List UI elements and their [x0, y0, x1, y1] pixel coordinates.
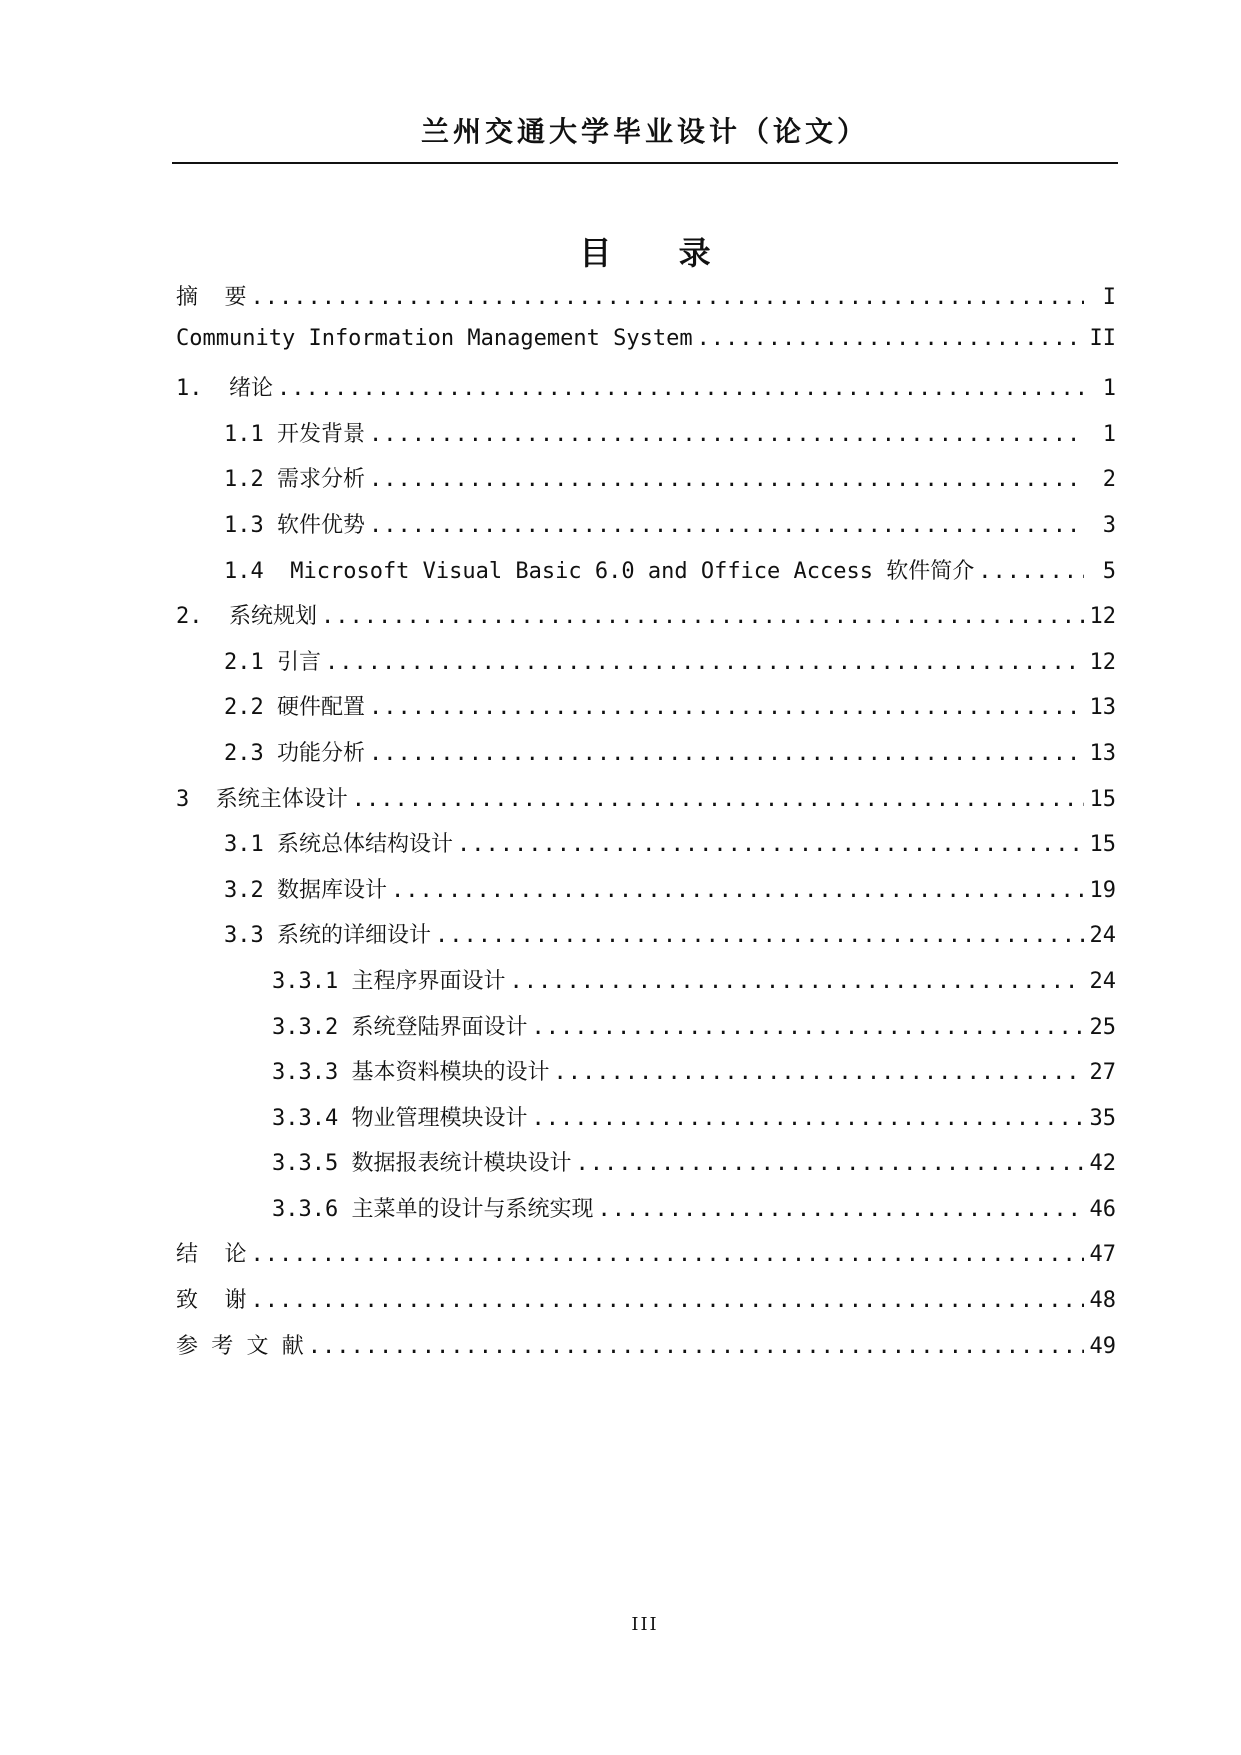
toc-entry[interactable] — [176, 462, 1116, 508]
toc-entry-page: II — [1089, 325, 1116, 351]
toc-entry-page: 48 — [1089, 1288, 1116, 1314]
toc-entry-page: 1 — [1102, 421, 1116, 447]
toc-entry[interactable] — [176, 1192, 1116, 1238]
toc-entry-page: 12 — [1089, 649, 1116, 675]
document-header-title: 兰州交通大学毕业设计（论文） — [420, 115, 869, 148]
toc-entry[interactable] — [176, 782, 1116, 828]
toc-entry-page: 49 — [1089, 1333, 1116, 1359]
toc-entry[interactable] — [176, 690, 1116, 736]
toc-entry-page: 12 — [1089, 604, 1116, 630]
toc-entry[interactable] — [176, 1146, 1116, 1192]
toc-leader-dots — [369, 741, 1084, 766]
toc-entry-label: 3.3.6 主菜单的设计与系统实现 — [272, 1196, 594, 1222]
toc-entry-page: 5 — [1102, 558, 1116, 584]
toc-entry-page: 15 — [1089, 786, 1116, 812]
toc-leader-dots — [369, 467, 1084, 492]
toc-leader-dots — [697, 326, 1084, 351]
toc-entry-label: 1.4 Microsoft Visual Basic 6.0 and Office Access 软件简介 — [224, 558, 975, 584]
toc-entry[interactable] — [176, 371, 1116, 417]
header-divider — [172, 162, 1118, 164]
toc-entry-label: 3.3.4 物业管理模块设计 — [272, 1105, 528, 1131]
toc-entry-label: 2. 系统规划 — [176, 604, 317, 630]
toc-entry[interactable] — [176, 1283, 1116, 1329]
toc-entry[interactable] — [176, 417, 1116, 463]
toc-entry-label: Community Information Management System — [176, 325, 693, 351]
toc-entry-page: 46 — [1089, 1196, 1116, 1222]
toc-entry-label: 3.3 系统的详细设计 — [224, 923, 431, 949]
toc-entry[interactable] — [176, 508, 1116, 554]
toc-entry-page: 25 — [1089, 1014, 1116, 1040]
page-number: III — [631, 1614, 659, 1635]
toc-entry-page: 24 — [1089, 923, 1116, 949]
toc-entry[interactable] — [176, 280, 1116, 326]
toc-entry[interactable] — [176, 1237, 1116, 1283]
toc-entry-label: 参 考 文 献 — [176, 1333, 304, 1359]
toc-entry[interactable] — [176, 736, 1116, 782]
toc-entry-page: 35 — [1089, 1105, 1116, 1131]
toc-entry[interactable] — [176, 599, 1116, 645]
toc-leader-dots — [308, 1334, 1084, 1359]
toc-entry[interactable] — [176, 964, 1116, 1010]
toc-entry-label: 结 论 — [176, 1242, 247, 1268]
toc-leader-dots — [321, 604, 1084, 629]
toc-entry-label: 2.3 功能分析 — [224, 740, 365, 766]
toc-leader-dots — [457, 832, 1084, 857]
toc-entry-label: 1.2 需求分析 — [224, 467, 365, 493]
toc-leader-dots — [575, 1151, 1084, 1176]
toc-leader-dots — [531, 1106, 1084, 1131]
toc-leader-dots — [352, 787, 1084, 812]
toc-entry-label: 3.3.1 主程序界面设计 — [272, 968, 506, 994]
toc-entry[interactable] — [176, 827, 1116, 873]
toc-leader-dots — [391, 878, 1084, 903]
toc-entry[interactable] — [176, 554, 1116, 600]
toc-entry-label: 1.1 开发背景 — [224, 421, 365, 447]
toc-entry-label: 2.1 引言 — [224, 649, 321, 675]
toc-leader-dots — [369, 513, 1084, 538]
toc-entry-page: 3 — [1102, 512, 1116, 538]
toc-entry-page: 15 — [1089, 832, 1116, 858]
toc-entry-label: 3.3.5 数据报表统计模块设计 — [272, 1151, 572, 1177]
toc-leader-dots — [531, 1015, 1084, 1040]
toc-entry[interactable] — [176, 326, 1116, 372]
toc-entry[interactable] — [176, 645, 1116, 691]
toc-leader-dots — [553, 1060, 1084, 1085]
table-of-contents — [176, 280, 1116, 1374]
toc-title: 目 录 — [579, 234, 739, 272]
toc-entry-page: 24 — [1089, 968, 1116, 994]
toc-entry[interactable] — [176, 1101, 1116, 1147]
toc-entry-page: 2 — [1102, 467, 1116, 493]
toc-leader-dots — [597, 1197, 1084, 1222]
toc-entry-page: I — [1102, 285, 1116, 310]
toc-entry-page: 13 — [1089, 695, 1116, 721]
toc-entry-label: 3.1 系统总体结构设计 — [224, 832, 453, 858]
toc-entry-page: 19 — [1089, 877, 1116, 903]
toc-entry-label: 1.3 软件优势 — [224, 512, 365, 538]
toc-leader-dots — [369, 422, 1084, 447]
toc-entry-label: 摘 要 — [176, 285, 247, 310]
toc-entry-page: 42 — [1089, 1151, 1116, 1177]
toc-leader-dots — [251, 285, 1085, 310]
toc-leader-dots — [251, 1288, 1085, 1313]
toc-leader-dots — [251, 1242, 1085, 1267]
toc-entry-label: 3 系统主体设计 — [176, 786, 348, 812]
toc-entry-page: 13 — [1089, 740, 1116, 766]
toc-entry-label: 致 谢 — [176, 1288, 247, 1314]
toc-leader-dots — [369, 695, 1084, 720]
toc-entry[interactable] — [176, 873, 1116, 919]
toc-leader-dots — [978, 559, 1084, 584]
toc-entry[interactable] — [176, 1055, 1116, 1101]
toc-entry-label: 3.3.3 基本资料模块的设计 — [272, 1060, 550, 1086]
toc-leader-dots — [509, 969, 1084, 994]
toc-entry-page: 1 — [1102, 376, 1116, 402]
toc-entry-page: 47 — [1089, 1242, 1116, 1268]
toc-entry[interactable] — [176, 918, 1116, 964]
toc-entry-label: 3.3.2 系统登陆界面设计 — [272, 1014, 528, 1040]
toc-entry[interactable] — [176, 1010, 1116, 1056]
toc-entry-label: 2.2 硬件配置 — [224, 695, 365, 721]
toc-leader-dots — [325, 650, 1084, 675]
toc-leader-dots — [277, 376, 1084, 401]
toc-entry-label: 3.2 数据库设计 — [224, 877, 387, 903]
toc-entry[interactable] — [176, 1329, 1116, 1375]
toc-leader-dots — [435, 923, 1084, 948]
toc-entry-page: 27 — [1089, 1060, 1116, 1086]
toc-entry-label: 1. 绪论 — [176, 376, 273, 402]
